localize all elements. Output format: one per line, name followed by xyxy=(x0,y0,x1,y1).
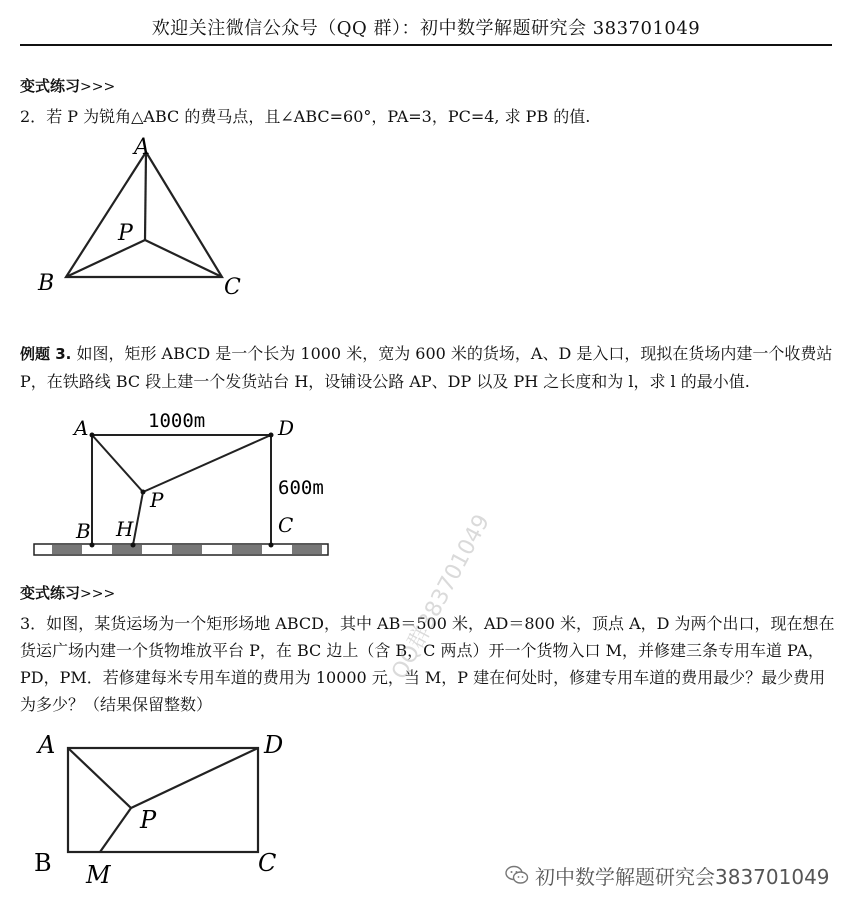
example-text: 如图，矩形 ABCD 是一个长为 1000 米，宽为 600 米的货场，A、D 是入口，现拟在货场内建一个收费站 P，在铁路线 BC 段上建一个发货站台 H，设铺设公路 AP、DP 以及 PH 之长度和为 l，求 l 的最小值. xyxy=(20,344,833,391)
footer-brand-text: 初中数学解题研究会383701049 xyxy=(535,864,830,889)
watermark: QQ群383701049 xyxy=(387,510,495,684)
segment-dp xyxy=(143,435,271,492)
segment-pm xyxy=(100,808,131,852)
figure-rectangle-warehouse xyxy=(30,725,300,890)
label-d: D xyxy=(264,731,284,759)
segment-pa xyxy=(68,748,131,808)
problem-text: 如图，某货运场为一个矩形场地 ABCD，其中 AB＝500 米，AD＝800 米，顶点 A，D 为两个出口，现在想在货运广场内建一个货物堆放平台 P，在 BC 边上（含 B，C 两点）开一个货物入口 M，并修建三条专用车道 PA，PD，PM．若修建每米专用车道的费用为 10000 元，当 M，P 建在何处时，修建专用车道的费用最少？最少费用为多少？（结果保留整数） xyxy=(20,614,835,714)
problem-2 xyxy=(20,103,835,130)
label-p: P xyxy=(140,806,157,834)
section-title-variant-2 xyxy=(20,582,115,603)
example-label: 例题 3. xyxy=(20,345,72,363)
label-b: B xyxy=(76,519,91,543)
label-width: 600m xyxy=(278,477,324,499)
section-title-arrows: >>> xyxy=(80,586,116,602)
segment-ap xyxy=(92,435,143,492)
example-3 xyxy=(20,340,835,395)
label-c: C xyxy=(278,513,294,537)
label-a: A xyxy=(38,731,56,759)
label-b: B xyxy=(34,849,52,877)
section-title-text: 变式练习 xyxy=(20,77,81,95)
label-length: 1000m xyxy=(148,410,206,432)
label-a: A xyxy=(74,416,89,440)
segment-pa xyxy=(145,152,146,240)
rectangle-abcd xyxy=(68,748,258,852)
section-title-text: 变式练习 xyxy=(20,584,81,602)
wechat-icon xyxy=(505,864,529,886)
label-c: C xyxy=(258,849,277,877)
section-title-variant-1 xyxy=(20,75,115,96)
problem-number: 2． xyxy=(20,107,47,126)
label-d: D xyxy=(278,416,295,440)
segment-pd xyxy=(131,748,258,808)
label-a: A xyxy=(134,135,150,160)
triangle-abc xyxy=(66,152,222,277)
label-c: C xyxy=(224,275,241,300)
figure-rectangle-railway xyxy=(30,405,340,560)
problem-number: 3． xyxy=(20,614,47,633)
label-p: P xyxy=(118,221,133,246)
section-title-arrows: >>> xyxy=(80,79,116,95)
label-p: P xyxy=(150,488,164,512)
page-header: 欢迎关注微信公众号（QQ 群）：初中数学解题研究会 383701049 xyxy=(20,14,832,46)
segment-ph xyxy=(133,492,143,545)
railway-track xyxy=(34,544,328,555)
label-h: H xyxy=(116,517,134,541)
problem-text: 若 P 为锐角△ABC 的费马点，且∠ABC=60°，PA=3，PC=4, 求 PB 的值. xyxy=(46,107,591,126)
label-b: B xyxy=(38,271,55,296)
figure-triangle-fermat xyxy=(30,130,270,310)
label-m: M xyxy=(86,861,111,889)
footer-brand xyxy=(505,862,830,888)
